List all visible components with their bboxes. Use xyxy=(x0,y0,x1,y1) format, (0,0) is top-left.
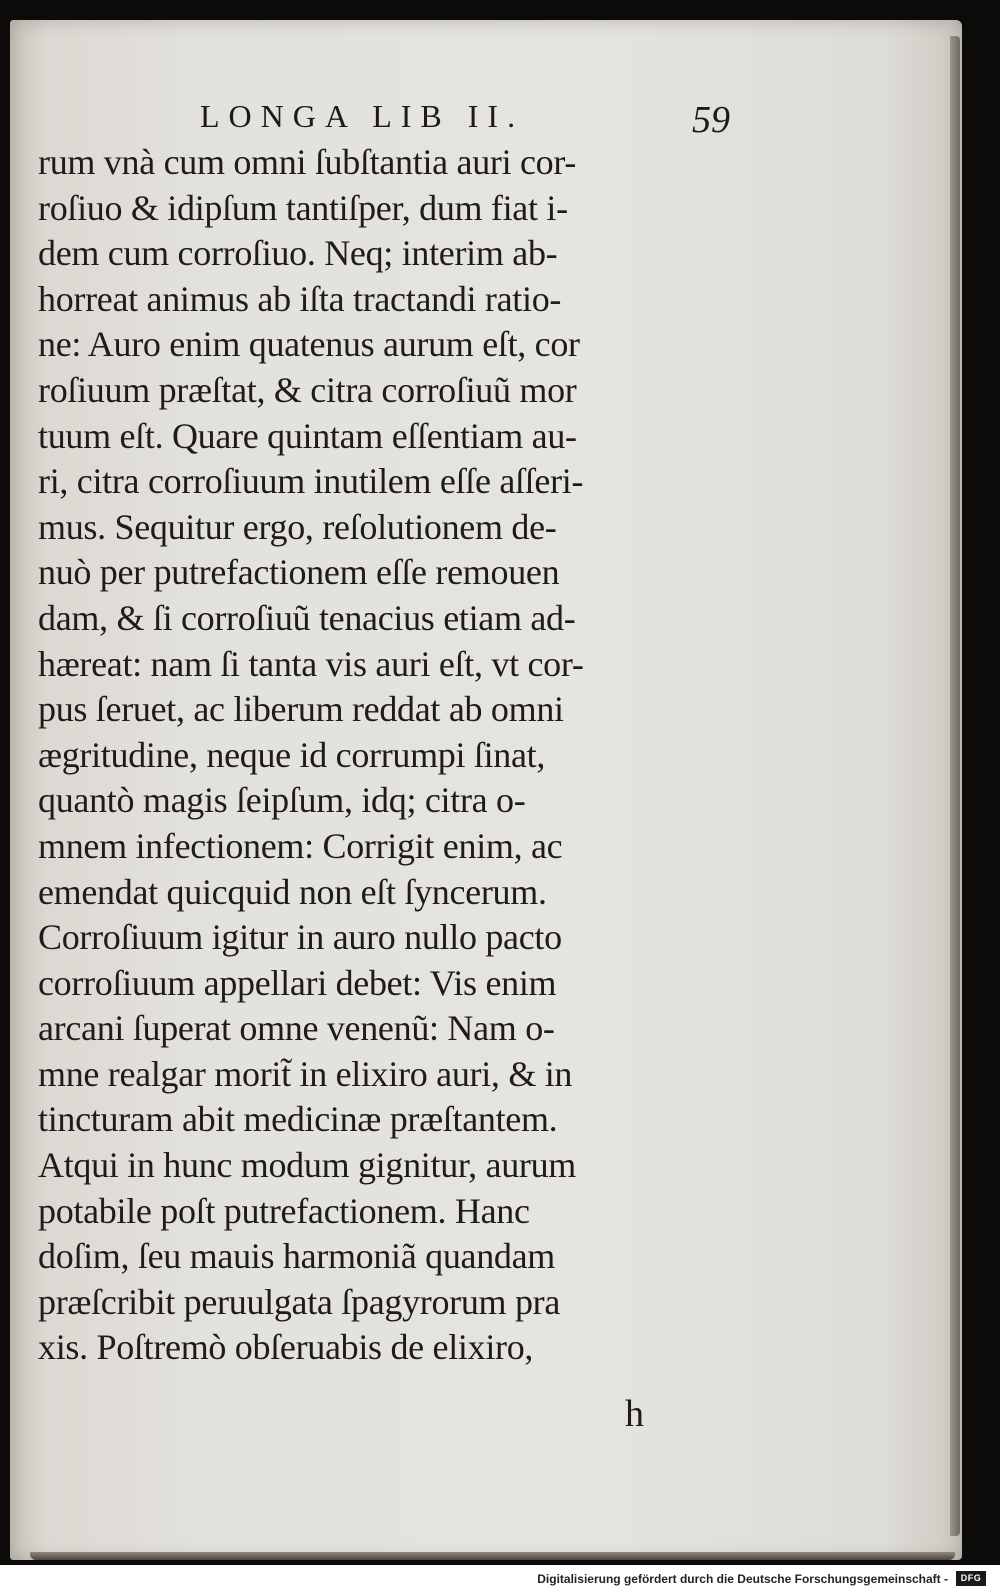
text-line: nuò per putrefactionem eſſe remouen xyxy=(38,552,560,593)
text-line: quantò magis ſeipſum, idq; citra o- xyxy=(38,780,526,821)
page-bottom-edge xyxy=(30,1552,955,1560)
text-line: roſiuum præſtat, & citra corroſiuũ mor xyxy=(38,369,577,410)
dfg-logo: DFG xyxy=(956,1571,986,1586)
text-line: tincturam abit medicinæ præſtantem. xyxy=(38,1099,558,1140)
text-line: ne: Auro enim quatenus aurum eſt, cor xyxy=(38,324,580,365)
text-line: arcani ſuperat omne venenũ: Nam o- xyxy=(38,1008,555,1049)
running-head xyxy=(200,98,730,144)
running-title: LONGA LIB II. xyxy=(200,98,525,134)
text-line: mus. Sequitur ergo, reſolutionem de- xyxy=(38,506,557,547)
text-line: roſiuo & idipſum tantiſper, dum fiat i- xyxy=(38,187,568,228)
text-line: ri, citra corroſiuum inutilem eſſe aſſeri- xyxy=(38,461,584,502)
text-line: pus ſeruet, ac liberum reddat ab omni xyxy=(38,689,564,730)
text-line: doſim, ſeu mauis harmoniã quandam xyxy=(38,1236,555,1277)
text-line: mnem infectionem: Corrigit enim, ac xyxy=(38,825,563,866)
text-line: emendat quicquid non eſt ſyncerum. xyxy=(38,871,547,912)
text-line: mne realgar morit̃ in elixiro auri, & in xyxy=(38,1053,573,1094)
footer-bar xyxy=(0,1565,1000,1596)
text-line: corroſiuum appellari debet: Vis enim xyxy=(38,962,557,1003)
text-line: Corroſiuum igitur in auro nullo pacto xyxy=(38,917,562,958)
page-fore-edge xyxy=(950,36,960,1536)
text-line: præſcribit peruulgata ſpagyrorum pra xyxy=(38,1281,561,1322)
text-line: tuum eſt. Quare quintam eſſentiam au- xyxy=(38,415,577,456)
text-line: hæreat: nam ſi tanta vis auri eſt, vt cor- xyxy=(38,643,584,684)
text-line: dem cum corroſiuo. Neq; interim ab- xyxy=(38,233,558,274)
catchword: h xyxy=(625,1393,644,1435)
text-line: dam, & ſi corroſiuũ tenacius etiam ad- xyxy=(38,597,576,638)
text-line: potabile poſt putrefactionem. Hanc xyxy=(38,1190,530,1231)
text-line: Atqui in hunc modum gignitur, aurum xyxy=(38,1145,577,1186)
text-line: horreat animus ab iſta tractandi ratio- xyxy=(38,278,562,319)
digitization-credit: Digitalisierung gefördert durch die Deutsche Forschungsgemeinschaft - xyxy=(537,1572,948,1586)
text-line: rum vnà cum omni ſubſtantia auri cor- xyxy=(38,142,577,182)
text-line: xis. Poſtremò obſeruabis de elixiro, xyxy=(38,1327,534,1368)
page-number: 59 xyxy=(692,99,730,141)
text-line: ægritudine, neque id corrumpi ſinat, xyxy=(38,734,546,775)
body-text xyxy=(38,140,728,1371)
